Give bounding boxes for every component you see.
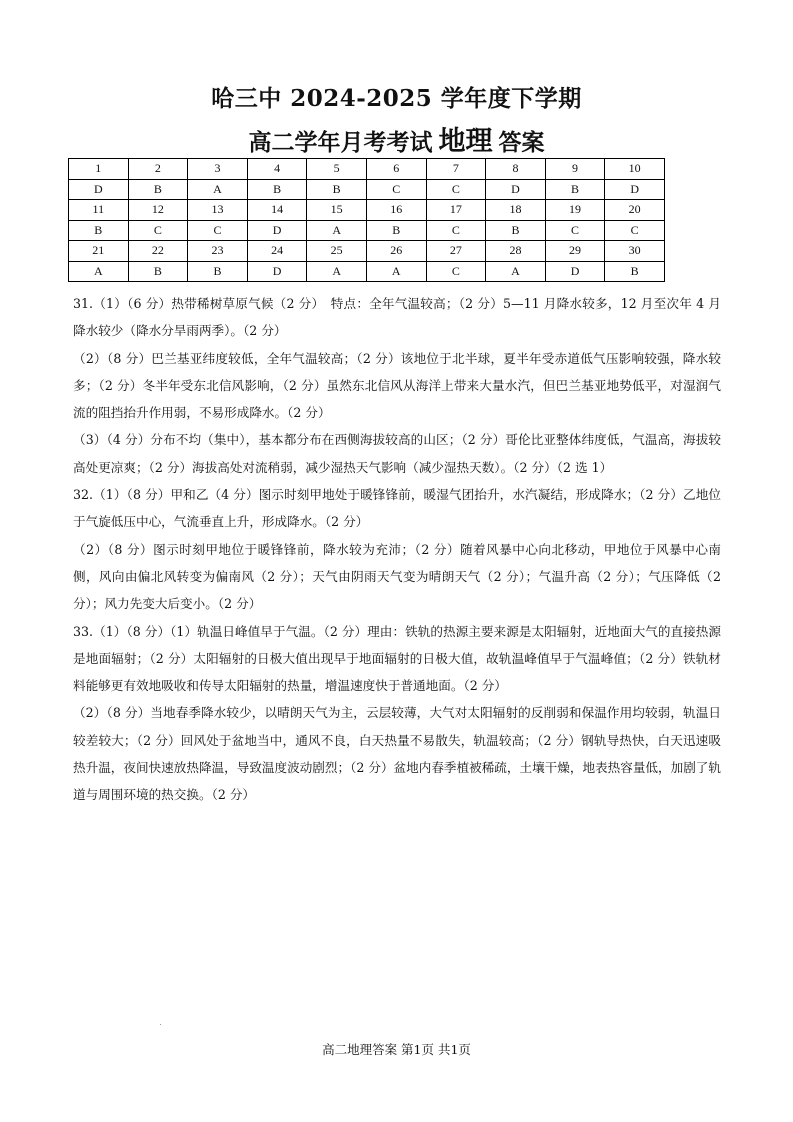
title-line-2 [0,119,793,158]
answer-cell: B [128,179,188,200]
answer-cell: D [486,179,546,200]
answer-cell: B [605,261,665,282]
question-number-cell: 18 [486,200,546,221]
question-number-cell: 3 [188,159,248,180]
answer-cell: D [247,261,307,282]
answer-cell: C [188,220,248,241]
answer-cell: B [545,179,605,200]
question-number-cell: 25 [307,241,367,262]
title-subject: 地理 [438,126,493,157]
question-number-cell: 16 [366,200,426,221]
question-number-cell: 2 [128,159,188,180]
answer-33-1: 33.（1）（8 分）（1）轨温日峰值早于气温。（2 分）理由：铁轨的热源主要来源是太阳辐射，近地面大气的直接热源是地面辐射；（2 分）太阳辐射的日极大值出现早于地面辐射的日极大值，故轨温峰值早于气温峰值；（2 分）铁轨材料能够更有效地吸收和传导太阳辐射的热量，增温速度快于普通地面。（2 分） [73,623,721,694]
answer-cell: D [545,261,605,282]
answer-cell: C [605,220,665,241]
answer-cell: B [247,179,307,200]
answer-text [73,290,721,809]
question-number-row [69,200,665,221]
question-number-cell: 10 [605,159,665,180]
scan-speck [160,1024,161,1025]
answer-cell: A [486,261,546,282]
answer-32-2: （2）（8 分）图示时刻甲地位于暖锋锋前，降水较为充沛；（2 分）随着风暴中心向北移动，甲地位于风暴中心南侧，风向由偏北风转变为偏南风（2 分）；天气由阴雨天气变为晴朗天气（2 分）；气温升高（2 分）；气压降低（2 分）；风力先变大后变小。（2 分） [73,541,721,612]
answer-cell: D [605,179,665,200]
answer-cell: C [426,220,486,241]
question-number-cell: 5 [307,159,367,180]
question-number-cell: 28 [486,241,546,262]
question-number-cell: 19 [545,200,605,221]
question-number-cell: 26 [366,241,426,262]
answer-cell: A [188,179,248,200]
answer-31-3: （3）（4 分）分布不均（集中），基本都分布在西侧海拔较高的山区；（2 分）哥伦比亚整体纬度低，气温高，海拔较高处更凉爽；（2 分）海拔高处对流稍弱，减少湿热天气影响（减少湿热天数）。（2 分）（2 选 1） [73,432,721,475]
answer-table [68,158,665,282]
answer-cell: B [486,220,546,241]
answer-cell: D [69,179,129,200]
answer-cell: C [128,220,188,241]
title-exam: 高二学年月考考试 [248,129,433,156]
question-number-cell: 4 [247,159,307,180]
answer-cell: C [545,220,605,241]
question-number-cell: 20 [605,200,665,221]
question-number-row [69,159,665,180]
answer-31-1: 31.（1）（6 分）热带稀树草原气候（2 分） 特点：全年气温较高；（2 分）5—11 月降水较多，12 月至次年 4 月降水较少（降水分旱雨两季）。（2 分） [73,296,721,339]
answer-32-1: 32.（1）（8 分）甲和乙（4 分）图示时刻甲地处于暖锋锋前，暖湿气团抬升，水汽凝结，形成降水；（2 分）乙地位于气旋低压中心，气流垂直上升，形成降水。（2 分） [73,487,721,530]
answer-cell: A [69,261,129,282]
answer-33-2: （2）（8 分）当地春季降水较少，以晴朗天气为主，云层较薄，大气对太阳辐射的反削弱和保温作用均较弱，轨温日较差较大；（2 分）回风处于盆地当中，通风不良，白天热量不易散失，轨温较高；（2 分）钢轨导热快，白天迅速吸热升温，夜间快速放热降温，导致温度波动剧烈；（2 分）盆地内春季植被稀疏，土壤干燥，地表热容量低，加剧了轨道与周围环境的热交换。（2 分） [73,705,721,803]
answer-cell: A [307,261,367,282]
answer-cell: A [366,261,426,282]
answer-cell: C [426,179,486,200]
answer-31-2: （2）（8 分）巴兰基亚纬度较低，全年气温较高；（2 分）该地位于北半球，夏半年受赤道低气压影响较强，降水较多；（2 分）冬半年受东北信风影响，（2 分）虽然东北信风从海洋上带来大量水汽，但巴兰基亚地势低平，对湿润气流的阻挡抬升作用弱，不易形成降水。（2 分） [73,350,721,421]
question-number-cell: 30 [605,241,665,262]
question-number-cell: 27 [426,241,486,262]
question-number-cell: 7 [426,159,486,180]
question-number-cell: 29 [545,241,605,262]
question-number-cell: 22 [128,241,188,262]
question-number-cell: 15 [307,200,367,221]
title-answer: 答案 [498,129,545,156]
question-number-cell: 9 [545,159,605,180]
answer-cell: B [69,220,129,241]
question-number-cell: 1 [69,159,129,180]
answer-cell: B [307,179,367,200]
answer-row [69,179,665,200]
title-line-1: 哈三中 2024-2025 学年度下学期 [211,85,582,112]
question-number-cell: 17 [426,200,486,221]
question-number-cell: 21 [69,241,129,262]
question-number-cell: 24 [247,241,307,262]
answer-cell: A [307,220,367,241]
question-number-cell: 13 [188,200,248,221]
answer-cell: B [188,261,248,282]
question-number-cell: 8 [486,159,546,180]
question-number-cell: 6 [366,159,426,180]
answer-cell: C [426,261,486,282]
question-number-cell: 11 [69,200,129,221]
question-number-cell: 14 [247,200,307,221]
answer-cell: B [366,220,426,241]
answer-cell: D [247,220,307,241]
answer-row [69,220,665,241]
answer-cell: B [128,261,188,282]
question-number-cell: 23 [188,241,248,262]
question-number-cell: 12 [128,200,188,221]
answer-cell: C [366,179,426,200]
answer-row [69,261,665,282]
question-number-row [69,241,665,262]
page-footer: 高二地理答案 第1页 共1页 [322,1042,471,1057]
